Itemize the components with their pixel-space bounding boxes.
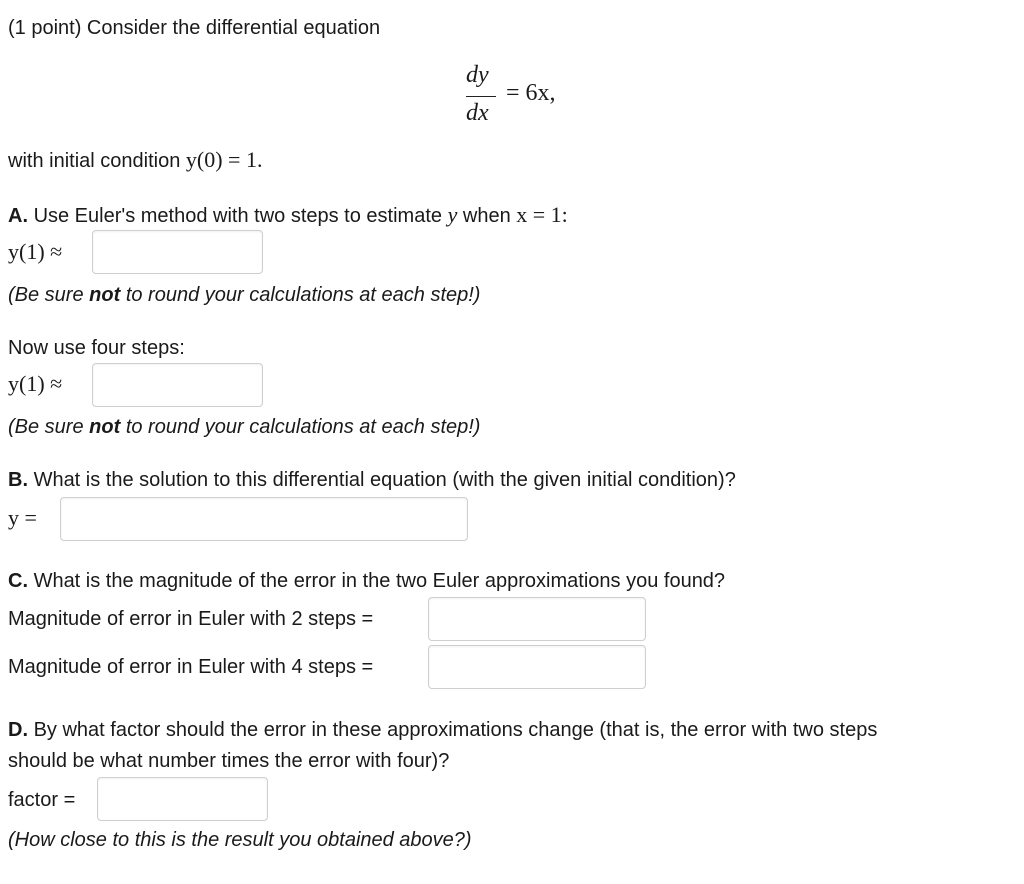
part-a-letter: A. bbox=[8, 205, 28, 227]
initial-condition bbox=[8, 148, 262, 173]
part-a-note-2 bbox=[8, 415, 480, 439]
factor-input[interactable] bbox=[97, 777, 268, 821]
part-b-text: What is the solution to this differential equation (with the given initial condition)? bbox=[33, 469, 736, 491]
part-d-note: (How close to this is the result you obtained above?) bbox=[8, 829, 472, 851]
note-pre: (Be sure bbox=[8, 416, 84, 438]
equation-denominator: dx bbox=[466, 100, 489, 126]
part-a-when: when bbox=[462, 205, 511, 227]
part-d-question-line-2: should be what number times the error with four)? bbox=[8, 750, 450, 772]
part-b-question bbox=[8, 468, 736, 492]
error-2-steps-label: Magnitude of error in Euler with 2 steps = bbox=[8, 608, 374, 630]
part-d-question-line-1 bbox=[8, 718, 877, 742]
problem-intro bbox=[8, 16, 380, 40]
note-post: to round your calculations at each step!) bbox=[125, 284, 481, 306]
euler-two-steps-input[interactable] bbox=[92, 230, 263, 274]
part-d-text-1: By what factor should the error in these approximations change (that is, the error with two steps bbox=[33, 719, 878, 741]
equation-rhs: = 6x, bbox=[506, 80, 556, 106]
part-a-label-1: y(1) ≈ bbox=[8, 239, 63, 264]
error-two-steps-input[interactable] bbox=[428, 597, 646, 641]
fraction-bar bbox=[466, 96, 496, 97]
part-b-letter: B. bbox=[8, 469, 28, 491]
error-four-steps-input[interactable] bbox=[428, 645, 646, 689]
part-c-letter: C. bbox=[8, 570, 28, 592]
error-4-steps-label: Magnitude of error in Euler with 4 steps = bbox=[8, 656, 374, 678]
solution-input[interactable] bbox=[60, 497, 468, 541]
part-a-label-2: y(1) ≈ bbox=[8, 371, 63, 396]
part-d-letter: D. bbox=[8, 719, 28, 741]
part-a-text: Use Euler's method with two steps to estimate bbox=[33, 205, 442, 227]
euler-four-steps-input[interactable] bbox=[92, 363, 263, 407]
equation-numerator: dy bbox=[466, 62, 489, 88]
part-b-label: y = bbox=[8, 505, 37, 530]
condition-text: with initial condition bbox=[8, 150, 181, 172]
part-a-math-x: x = 1: bbox=[516, 202, 568, 227]
note-bold: not bbox=[89, 416, 121, 438]
part-a-math-y: y bbox=[447, 202, 458, 227]
part-c-question bbox=[8, 569, 725, 593]
note-bold: not bbox=[89, 284, 121, 306]
four-steps-text: Now use four steps: bbox=[8, 337, 185, 359]
part-c-text: What is the magnitude of the error in the two Euler approximations you found? bbox=[33, 570, 726, 592]
condition-math: y(0) = 1. bbox=[185, 147, 263, 172]
note-post: to round your calculations at each step!) bbox=[125, 416, 481, 438]
factor-label: factor = bbox=[8, 789, 76, 811]
intro-text: (1 point) Consider the differential equation bbox=[8, 17, 381, 39]
part-a-note-1 bbox=[8, 283, 480, 307]
part-a-question bbox=[8, 203, 568, 228]
note-pre: (Be sure bbox=[8, 284, 84, 306]
